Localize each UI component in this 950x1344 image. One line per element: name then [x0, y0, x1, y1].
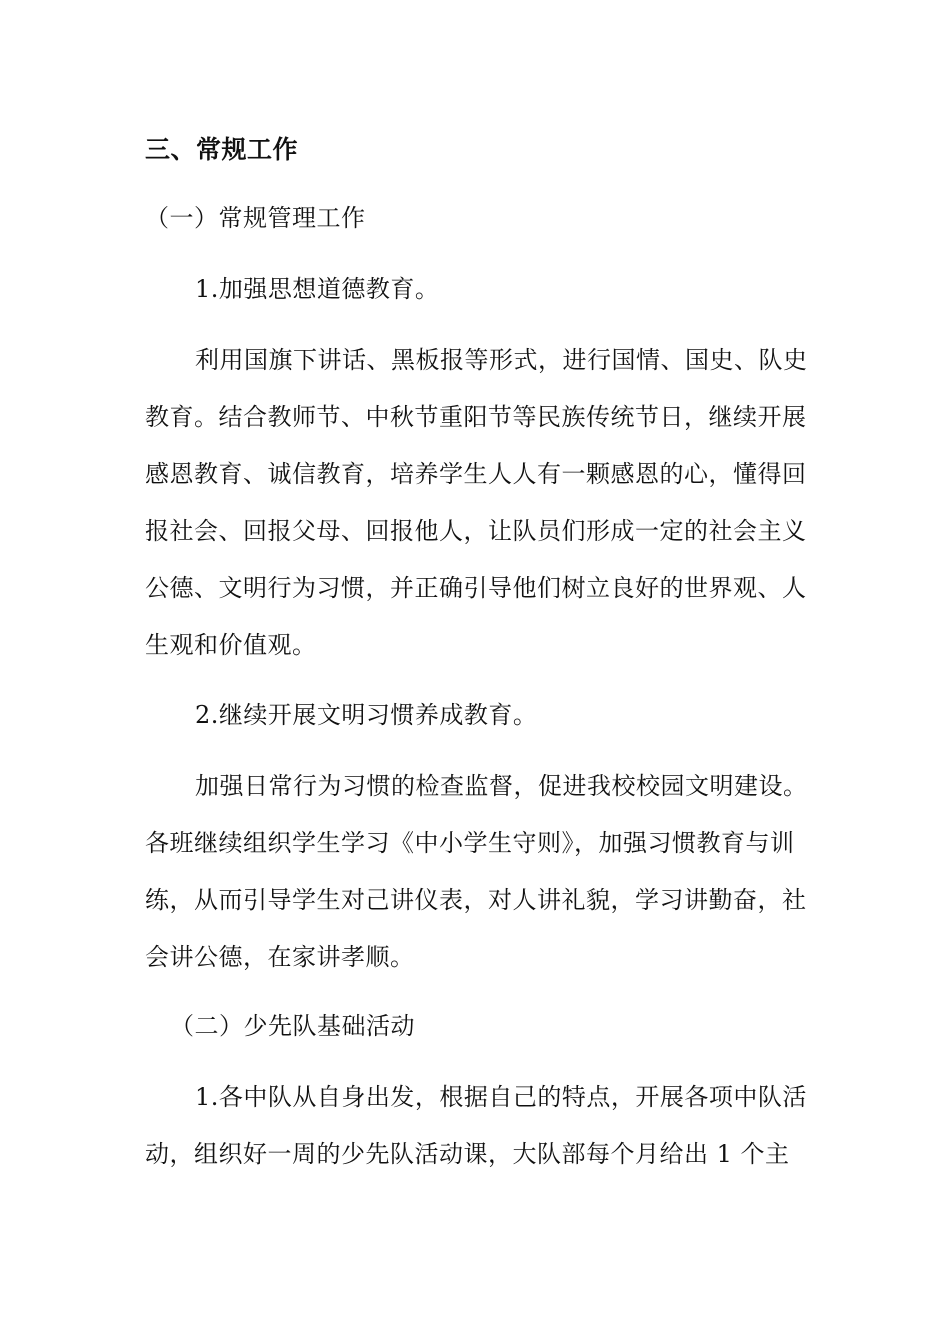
paragraph-2-line: 各班继续组织学生学习《中小学生守则》，加强习惯教育与训 [145, 829, 795, 857]
paragraph-1-line: 感恩教育、诚信教育，培养学生人人有一颗感恩的心，懂得回 [145, 460, 807, 488]
paragraph-2-line: 加强日常行为习惯的检查监督，促进我校校园文明建设。 [195, 772, 808, 800]
paragraph-1-line: 教育。结合教师节、中秋节重阳节等民族传统节日，继续开展 [145, 403, 807, 431]
section-heading: 三、常规工作 [145, 135, 299, 164]
paragraph-2-line: 练，从而引导学生对己讲仪表，对人讲礼貌，学习讲勤奋，社 [145, 886, 807, 914]
paragraph-1-line: 公德、文明行为习惯，并正确引导他们树立良好的世界观、人 [145, 574, 807, 602]
paragraph-3-line: 1.各中队从自身出发，根据自己的特点，开展各项中队活 [195, 1083, 807, 1111]
paragraph-1-line: 报社会、回报父母、回报他人，让队员们形成一定的社会主义 [145, 517, 807, 545]
paragraph-2-line: 会讲公德，在家讲孝顺。 [145, 943, 415, 971]
subsection-title-1: （一）常规管理工作 [145, 204, 366, 232]
item-title-2: 2.继续开展文明习惯养成教育。 [195, 701, 538, 729]
paragraph-1-line: 利用国旗下讲话、黑板报等形式，进行国情、国史、队史 [195, 346, 808, 374]
subsection-title-2: （二）少先队基础活动 [170, 1012, 415, 1040]
paragraph-3-line: 动，组织好一周的少先队活动课，大队部每个月给出 1 个主 [145, 1140, 790, 1168]
item-title-1: 1.加强思想道德教育。 [195, 275, 440, 303]
paragraph-1-line: 生观和价值观。 [145, 631, 317, 659]
